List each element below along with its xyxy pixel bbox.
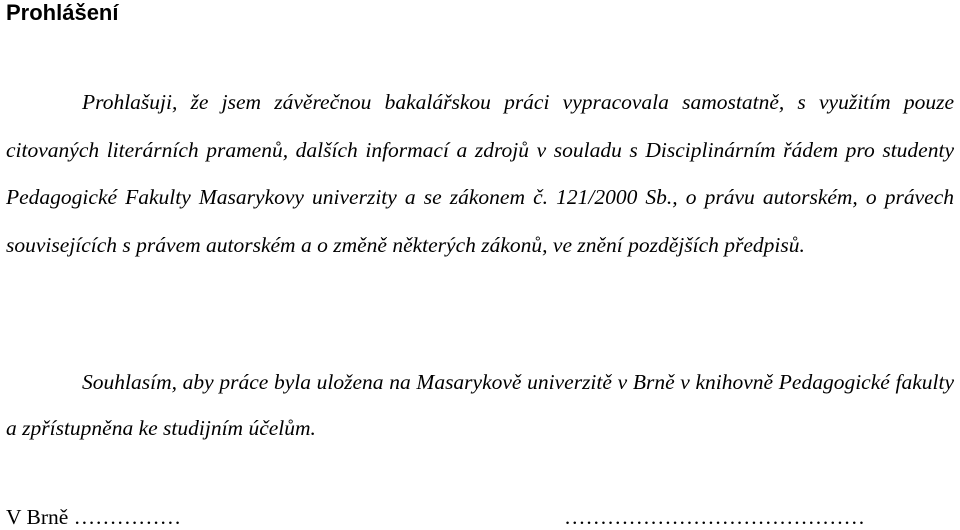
place-date-line: V Brně …………… [6,505,182,529]
declaration-paragraph: Prohlašuji, že jsem závěrečnou bakalářskou práci vypracovala samostatně, s využitím pouze citovaných literárních pramenů, dalších informací a zdrojů v souladu s Disciplinárním řádem pro studenty Pedagogické Fakulty Masarykovy univerzity a se zákonem č. 121/2000 Sb., o právu autorském, o právech souvisejících s právem autorském a o změně některých zákonů, ve znění pozdějších předpisů. [6,90,954,257]
signature-line: …………………………………… [564,505,865,529]
consent-paragraph: Souhlasím, aby práce byla uložena na Masarykově univerzitě v Brně v knihovně Pedagogické fakulty a zpřístupněna ke studijním účelům. [6,370,954,440]
page-title: Prohlášení [6,0,119,25]
signature-footer [6,505,954,530]
